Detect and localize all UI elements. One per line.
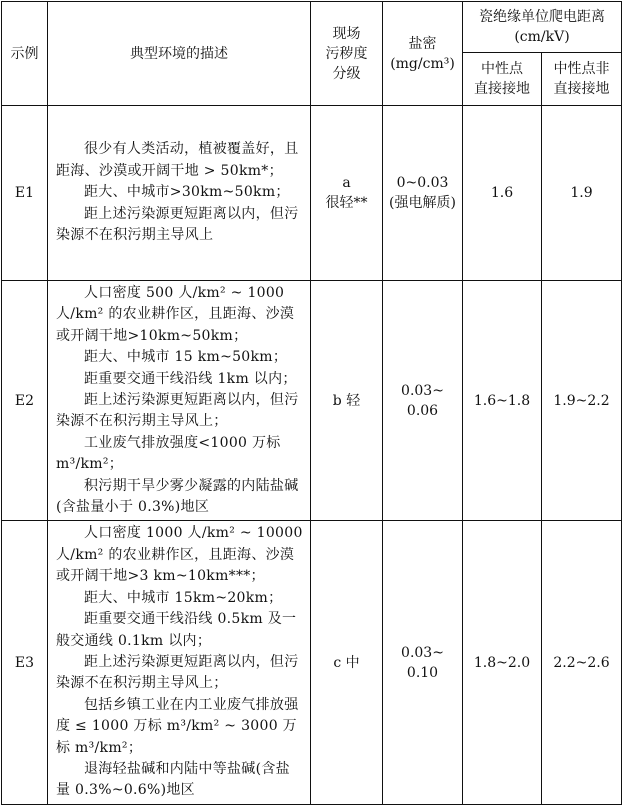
- description-cell: [48, 521, 311, 804]
- description-line: 距大、中城市>30km~50km；: [84, 184, 290, 201]
- table-row: [2, 521, 622, 804]
- salt-density-line: 0.06: [406, 402, 439, 419]
- header-salt-density: [383, 2, 463, 106]
- pollution-level-cell: [311, 281, 383, 521]
- header-description: 典型环境的描述: [48, 2, 311, 106]
- salt-density-line: 0.10: [406, 664, 439, 681]
- description-line: 距大、中城市 15km~20km；: [84, 589, 283, 606]
- neutral-grounded-cell: 1.6: [463, 106, 542, 281]
- salt-density-cell: [383, 521, 463, 804]
- description-line: 积污期干旱少雾少凝露的内陆盐碱(含盐量小于 0.3%)地区: [56, 477, 299, 516]
- header-pollution-level-line: 污秽度: [325, 45, 368, 62]
- pollution-level-line: 很轻**: [325, 195, 368, 211]
- salt-density-line: 0.03~: [401, 382, 444, 399]
- description-line: 距重要交通干线沿线 1km 以内；: [84, 370, 297, 387]
- pollution-level-cell: [311, 106, 383, 281]
- header-salt-density-line: 盐密: [408, 35, 437, 52]
- header-neutral-grounded-line: 直接接地: [474, 81, 530, 98]
- salt-density-line: 0.03~: [401, 644, 444, 661]
- header-neutral-grounded-line: 中性点: [481, 61, 523, 78]
- description-line: 包括乡镇工业在内工业废气排放强度 ≤ 1000 万标 m³/km² ~ 3000 万标 m³/km²；: [56, 696, 299, 756]
- description-cell: [48, 281, 311, 521]
- pollution-level-line: b 轻: [332, 392, 361, 409]
- pollution-level-cell: [311, 521, 383, 804]
- description-line: 退海轻盐碱和内陆中等盐碱(含盐量 0.3%~0.6%)地区: [56, 760, 290, 799]
- salt-density-line: 0~0.03: [396, 175, 449, 191]
- salt-density-cell: [383, 281, 463, 521]
- neutral-not-grounded-cell: 2.2~2.6: [542, 521, 622, 804]
- description-line: 距上述污染源更短距离以内，但污染源不在积污期主导风上: [56, 205, 299, 244]
- header-creepage-title: 瓷绝缘单位爬电距离: [479, 9, 605, 26]
- neutral-not-grounded-cell: 1.9: [542, 106, 622, 281]
- pollution-level-line: a: [342, 175, 351, 191]
- description-line: 距上述污染源更短距离以内，但污染源不在积污期主导风上；: [56, 653, 299, 692]
- header-pollution-level: [311, 2, 383, 106]
- neutral-not-grounded-cell: 1.9~2.2: [542, 281, 622, 521]
- neutral-grounded-cell: 1.6~1.8: [463, 281, 542, 521]
- example-cell: E2: [2, 281, 48, 521]
- header-neutral-not-grounded: [542, 53, 622, 106]
- example-cell: E1: [2, 106, 48, 281]
- neutral-grounded-cell: 1.8~2.0: [463, 521, 542, 804]
- header-neutral-grounded: [463, 53, 542, 106]
- header-creepage-unit: (cm/kV): [514, 29, 570, 46]
- example-cell: E3: [2, 521, 48, 804]
- pollution-classification-table: [1, 1, 622, 805]
- description-line: 距重要交通干线沿线 0.5km 及一般交通线 0.1km 以内；: [56, 611, 297, 649]
- table-row: [2, 106, 622, 281]
- description-line: 人口密度 500 人/km² ~ 1000 人/km² 的农业耕作区，且距海、沙漠或开阔干地>10km~50km；: [56, 285, 295, 344]
- salt-density-cell: [383, 106, 463, 281]
- header-neutral-not-grounded-line: 直接接地: [553, 81, 610, 98]
- header-pollution-level-line: 分级: [332, 65, 361, 82]
- header-creepage-distance: [463, 2, 622, 53]
- salt-density-line: (强电解质): [389, 195, 456, 211]
- pollution-level-line: c 中: [333, 654, 360, 671]
- header-salt-density-unit: (mg/cm³): [390, 55, 455, 72]
- header-example: 示例: [2, 2, 48, 106]
- description-line: 很少有人类活动，植被覆盖好，且距海、沙漠或开阔干地 > 50km*；: [56, 141, 299, 179]
- header-neutral-not-grounded-line: 中性点非: [553, 61, 610, 78]
- header-pollution-level-line: 现场: [332, 25, 361, 42]
- description-line: 工业废气排放强度<1000 万标 m³/km²；: [56, 434, 281, 473]
- description-line: 人口密度 1000 人/km² ~ 10000 人/km² 的农业耕作区，且距海、沙漠或开阔干地>3 km~10km***；: [56, 525, 303, 585]
- table-row: [2, 281, 622, 521]
- description-line: 距上述污染源更短距离以内，但污染源不在积污期主导风上；: [56, 392, 299, 430]
- description-cell: [48, 106, 311, 281]
- header-row: [2, 2, 622, 53]
- description-line: 距大、中城市 15 km~50km；: [84, 349, 288, 366]
